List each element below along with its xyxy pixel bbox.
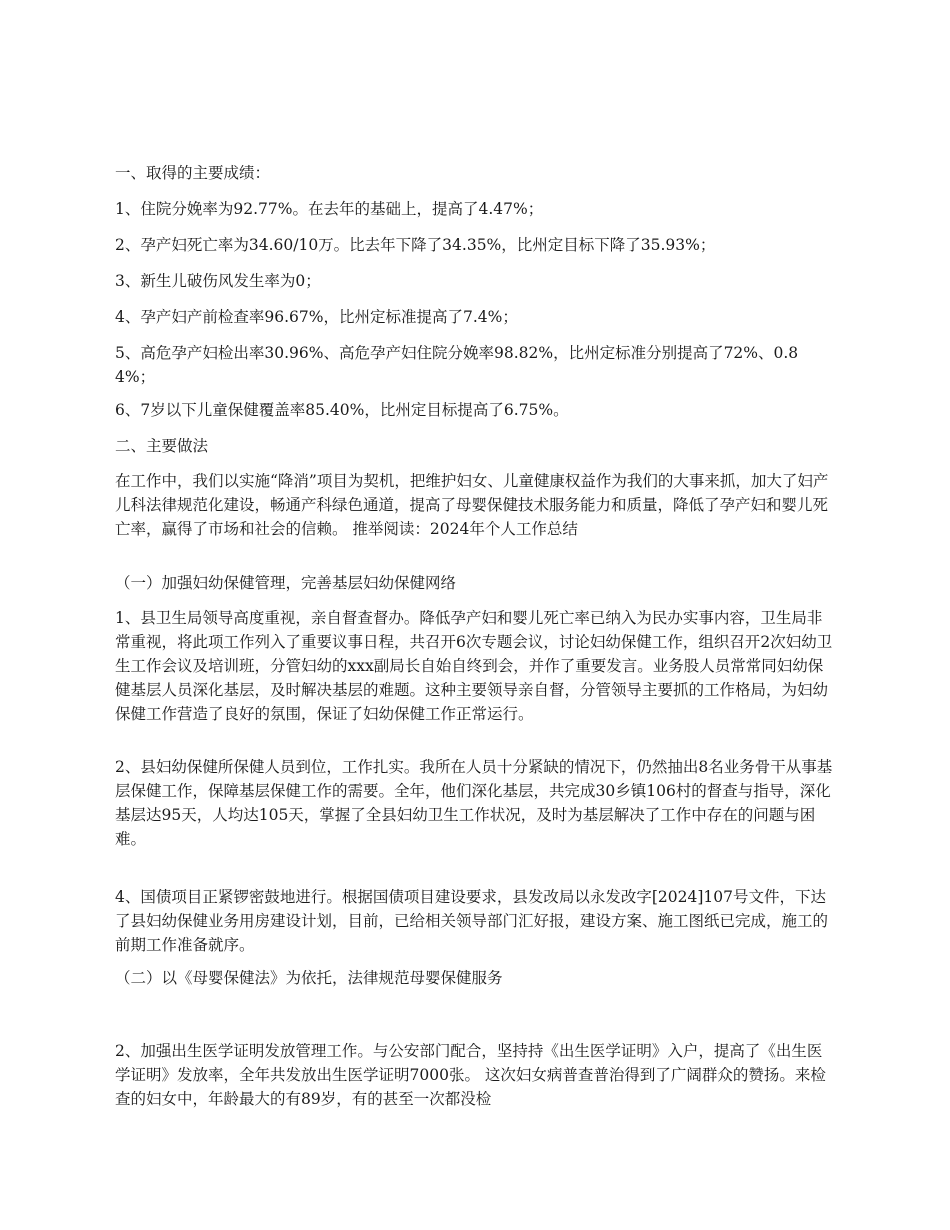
item-2-paragraph: 2、县妇幼保健所保健人员到位，工作扎实。我所在人员十分紧缺的情况下，仍然抽出8名业务骨干从事基层保健工作，保障基层保健工作的需要。全年，他们深化基层，共完成30乡镇106村的督查与指导，深化基层达95天，人均达105天，掌握了全县妇幼卫生工作状况，及时为基层解决了工作中存在的问题与困难。: [115, 758, 833, 848]
achievement-6: 6、7岁以下儿童保健覆盖率85.40%，比州定目标提高了6.75%。: [115, 401, 569, 419]
section2-heading: 二、主要做法: [115, 437, 209, 455]
intro-paragraph: 在工作中，我们以实施“降消”项目为契机，把维护妇女、儿童健康权益作为我们的大事来抓，加大了妇产儿科法律规范化建设，畅通产科绿色通道，提高了母婴保健技术服务能力和质量，降低了孕产妇和婴儿死亡率，赢得了市场和社会的信赖。 推举阅读：2024年个人工作总结: [115, 472, 829, 538]
achievement-2: 2、孕产妇死亡率为34.60/10万。比去年下降了34.35%，比州定目标下降了35.93%；: [115, 236, 716, 254]
item-2b-paragraph: 2、加强出生医学证明发放管理工作。与公安部门配合，坚持持《出生医学证明》入户，提高了《出生医学证明》发放率，全年共发放出生医学证明7000张。 这次妇女病普查普治得到了广阔群众的赞扬。来检查的妇女中，年龄最大的有89岁，有的甚至一次都没检: [115, 1042, 826, 1108]
subsection2-heading: （二）以《母婴保健法》为依托，法律规范母婴保健服务: [115, 969, 503, 987]
item-4-paragraph: 4、国债项目正紧锣密鼓地进行。根据国债项目建设要求，县发改局以永发改字[2024]107号文件，下达了县妇幼保健业务用房建设计划，目前，已给相关领导部门汇好报，建设方案、施工图纸已完成，施工的前期工作准备就序。: [115, 888, 829, 954]
achievement-5: 5、高危孕产妇检出率30.96%、高危孕产妇住院分娩率98.82%，比州定标准分别提高了72%、0.84%；: [115, 344, 799, 386]
subsection1-heading: （一）加强妇幼保健管理，完善基层妇幼保健网络: [115, 574, 457, 592]
item-1-paragraph: 1、县卫生局领导高度重视，亲自督查督办。降低孕产妇和婴儿死亡率已纳入为民办实事内容，卫生局非常重视，将此项工作列入了重要议事日程，共召开6次专题会议，讨论妇幼保健工作，组织召开2次妇幼卫生工作会议及培训班，分管妇幼的xxx副局长自始自终到会，并作了重要发言。业务股人员常常同妇幼保健基层人员深化基层，及时解决基层的难题。这种主要领导亲自督，分管领导主要抓的工作格局，为妇幼保健工作营造了良好的氛围，保证了妇幼保健工作正常运行。: [115, 609, 833, 723]
achievement-1: 1、住院分娩率为92.77%。在去年的基础上，提高了4.47%；: [115, 200, 544, 218]
section1-heading: 一、取得的主要成绩：: [115, 164, 271, 182]
achievement-3: 3、新生儿破伤风发生率为0；: [115, 272, 321, 290]
achievement-4: 4、孕产妇产前检查率96.67%，比州定标准提高了7.4%；: [115, 308, 518, 326]
